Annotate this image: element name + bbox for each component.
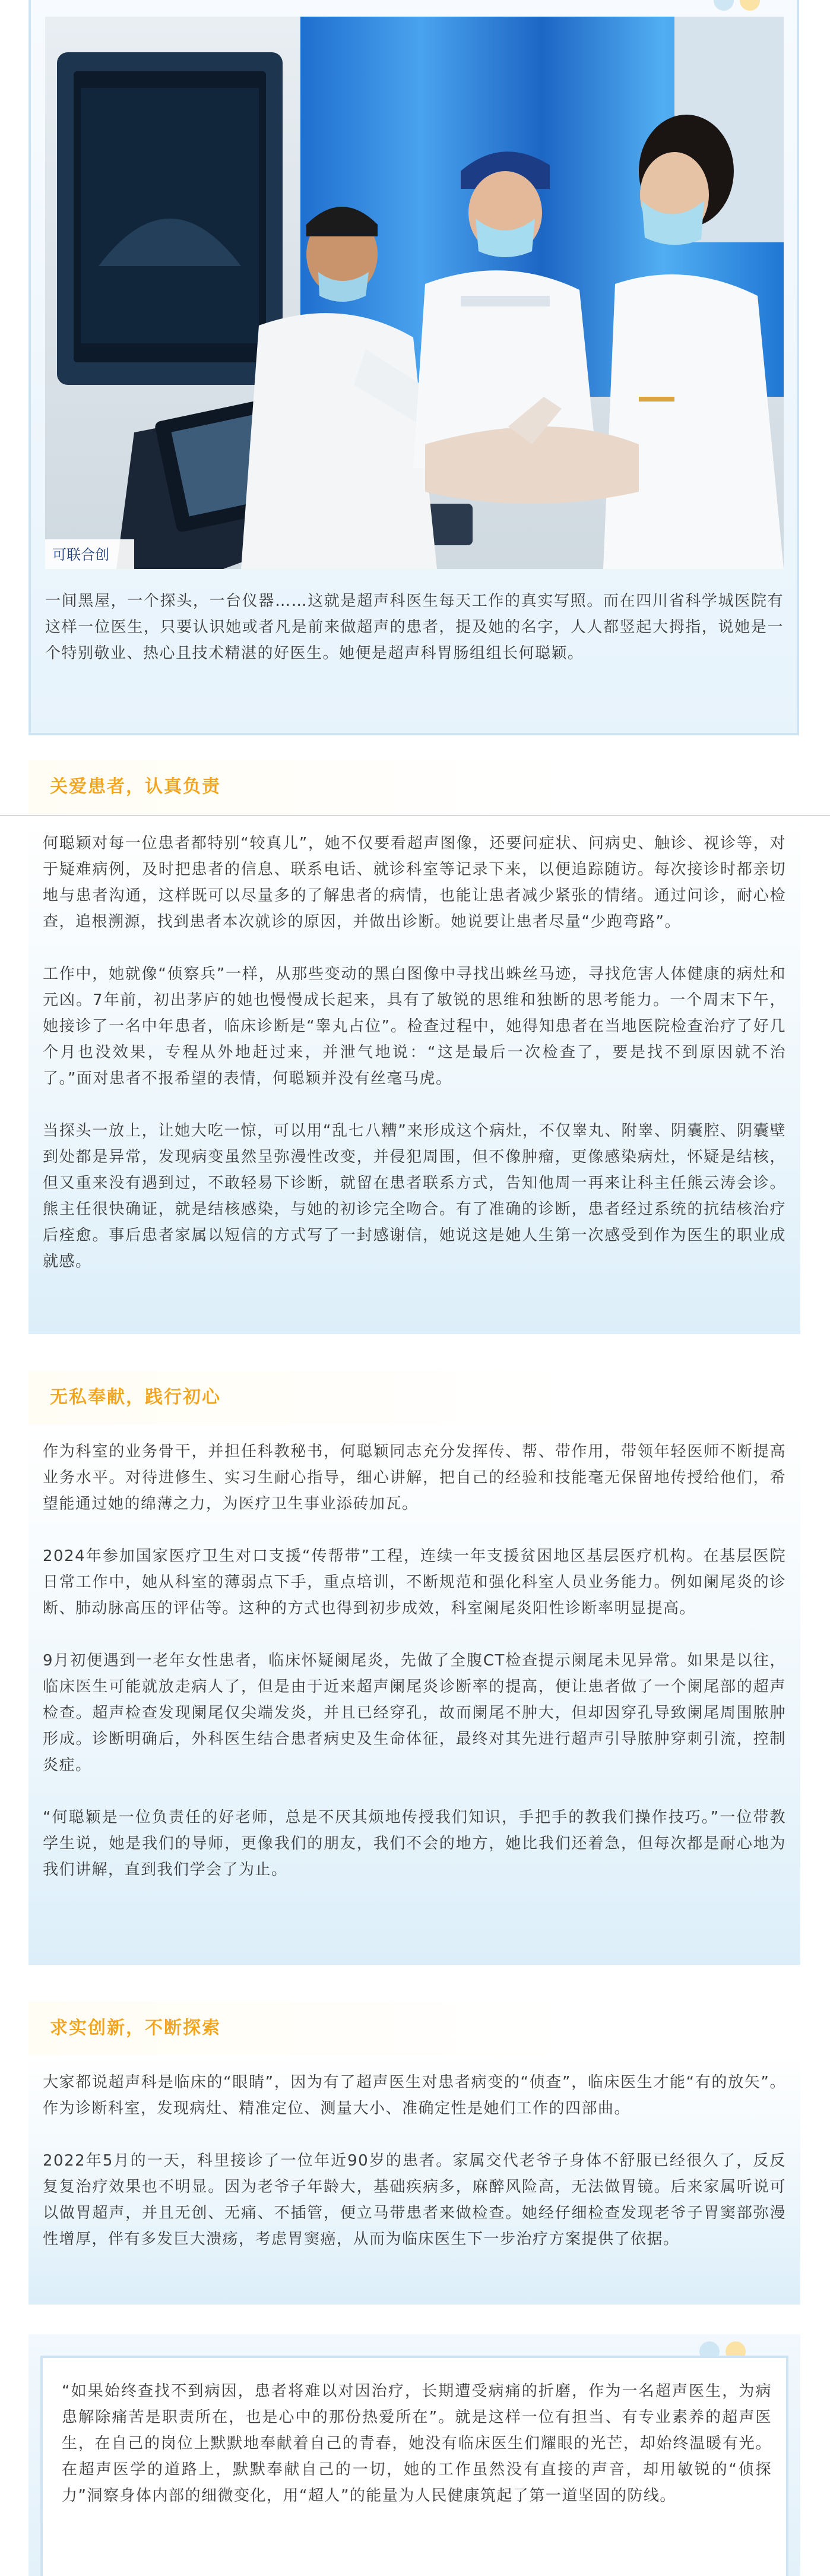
paragraph: 何聪颖对每一位患者都特别“较真儿”，她不仅要看超声图像，还要问症状、问病史、触诊、视诊等，对于疑难病例，及时把患者的信息、联系电话、就诊科室等记录下来，以便追踪随访。每次接诊时都亲切地与患者沟通，这样既可以尽量多的了解患者的病情，也能让患者减少紧张的情绪。通过问诊，耐心检查，追根溯源，找到患者本次就诊的原因，并做出诊断。她说要让患者尽量“少跑弯路”。	[43, 835, 786, 931]
section-title: 无私奉献，践行初心	[50, 1387, 221, 1408]
paragraph: 工作中，她就像“侦察兵”一样，从那些变动的黑白图像中寻找出蛛丝马迹，寻找危害人体健康的病灶和元凶。7年前，初出茅庐的她也慢慢成长起来，具有了敏锐的思维和独断的思考能力。一个周末下午，她接诊了一名中年患者，临床诊断是“睾丸占位”。检查过程中，她得知患者在当地医院检查治疗了好几个月也没效果，专程从外地赶过来，并泄气地说：“这是最后一次检查了，要是找不到原因就不治了。”面对患者不报希望的表情，何聪颖并没有丝毫马虎。	[43, 965, 786, 1088]
paragraph: 9月初便遇到一老年女性患者，临床怀疑阑尾炎，先做了全腹CT检查提示阑尾未见异常。如果是以往，临床医生可能就放走病人了，但是由于近来超声阑尾炎诊断率的提高，便让患者做了一个阑尾部的超声检查。超声检查发现阑尾仅尖端发炎，并且已经穿孔，故而阑尾不肿大，但却因穿孔导致阑尾周围脓肿形成。诊断明确后，外科医生结合患者病史及生命体征，最终对其先进行超声引导脓肿穿刺引流，控制炎症。	[43, 1652, 786, 1774]
photo-illustration	[45, 17, 784, 569]
dot-icon	[714, 0, 734, 11]
section-header-3	[28, 2002, 800, 2055]
paragraph: 大家都说超声科是临床的“眼睛”，因为有了超声医生对患者病变的“侦查”，临床医生才能“有的放矢”。作为诊断科室，发现病灶、精准定位、测量大小、准确定性是她们工作的四部曲。	[43, 2074, 786, 2117]
section-body-1	[28, 816, 800, 1334]
closing-card	[28, 2334, 800, 2576]
closing-quote: “如果始终查找不到病因，患者将难以对因治疗，长期遭受病痛的折磨，作为一名超声医生，为病患解除痛苦是职责所在，也是心中的那份热爱所在”。就是这样一位有担当、有专业素养的超声医生，在自己的岗位上默默地奉献着自己的青春，她没有临床医生们耀眼的光芒，却始终温暖有光。在超声医学的道路上，默默奉献自己的一切，她的工作虽然没有直接的声音，却用敏锐的“侦探力”洞察身体内部的细微变化，用“超人”的能量为人民健康筑起了第一道坚固的防线。	[62, 2382, 772, 2505]
section-header-1	[28, 760, 800, 814]
paragraph: 2024年参加国家医疗卫生对口支援“传帮带”工程，连续一年支援贫困地区基层医疗机构。在基层医院日常工作中，她从科室的薄弱点下手，重点培训，不断规范和强化科室人员业务能力。例如阑尾炎的诊断、肺动脉高压的评估等。这种的方式也得到初步成效，科室阑尾炎阳性诊断率明显提高。	[43, 1547, 786, 1617]
dot-icon	[740, 0, 760, 11]
section-title: 求实创新，不断探索	[50, 2018, 221, 2038]
section-body-3	[28, 2055, 800, 2305]
decorative-dots	[714, 0, 760, 11]
paragraph: 2022年5月的一天，科里接诊了一位年近90岁的患者。家属交代老爷子身体不舒服已经很久了，反反复复治疗效果也不明显。因为老爷子年龄大，基础疾病多，麻醉风险高，无法做胃镜。后来家属听说可以做胃超声，并且无创、无痛、不插管，便立马带患者来做检查。她经仔细检查发现老爷子胃窦部弥漫性增厚，伴有多发巨大溃疡，考虑胃窦癌，从而为临床医生下一步治疗方案提供了依据。	[43, 2152, 786, 2248]
paragraph: 作为科室的业务骨干，并担任科教秘书，何聪颖同志充分发挥传、帮、带作用，带领年轻医师不断提高业务水平。对待进修生、实习生耐心指导，细心讲解，把自己的经验和技能毫无保留地传授给他们，希望能通过她的绵薄之力，为医疗卫生事业添砖加瓦。	[43, 1443, 786, 1513]
paragraph: “何聪颖是一位负责任的好老师，总是不厌其烦地传授我们知识，手把手的教我们操作技巧。”一位带教学生说，她是我们的导师，更像我们的朋友，我们不会的地方，她比我们还着急，但每次都是耐心地为我们讲解，直到我们学会了为止。	[43, 1809, 786, 1879]
closing-card-frame	[40, 2356, 788, 2576]
machine-label: 可联合创	[52, 546, 109, 563]
section-header-2	[28, 1371, 800, 1424]
ultrasound-photo	[45, 17, 784, 569]
section-body-2	[28, 1424, 800, 1965]
intro-paragraph: 一间黑屋，一个探头，一台仪器……这就是超声科医生每天工作的真实写照。而在四川省科学城医院有这样一位医生，只要认识她或者凡是前来做超声的患者，提及她的名字，人人都竖起大拇指，说她是一个特别敬业、热心且技术精湛的好医生。她便是超声科胃肠组组长何聪颖。	[45, 592, 784, 662]
section-title: 关爱患者，认真负责	[50, 776, 221, 797]
paragraph: 当探头一放上，让她大吃一惊，可以用“乱七八糟”来形成这个病灶，不仅睾丸、附睾、阴囊腔、阴囊壁到处都是异常，发现病变虽然呈弥漫性改变，并侵犯周围，但不像肿瘤，更像感染病灶，怀疑是结核，但又重来没有遇到过，不敢轻易下诊断，就留在患者联系方式，告知他周一再来让科主任熊云涛会诊。熊主任很快确证，就是结核感染，与她的初诊完全吻合。有了准确的诊断，患者经过系统的抗结核治疗后痊愈。事后患者家属以短信的方式写了一封感谢信，她说这是她人生第一次感受到作为医生的职业成就感。	[43, 1122, 786, 1270]
